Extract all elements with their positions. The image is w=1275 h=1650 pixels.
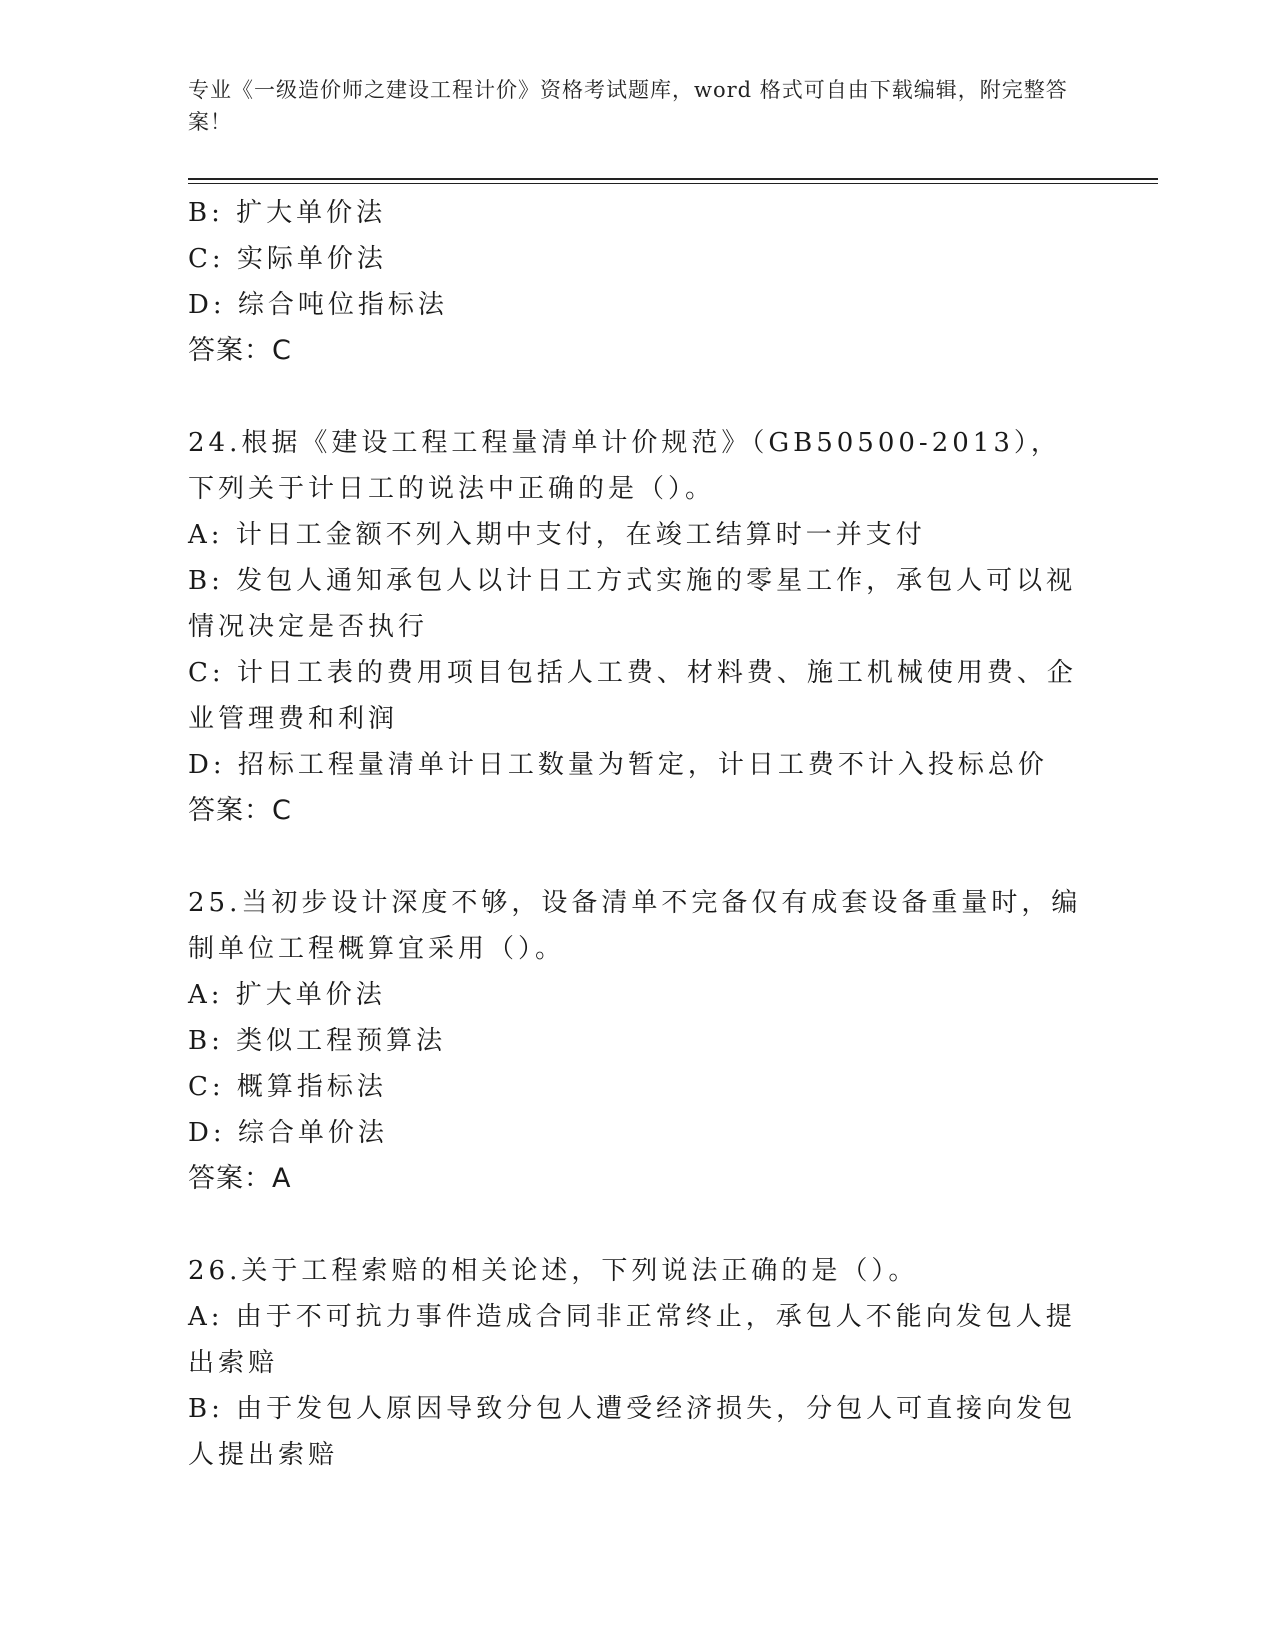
question-stem: 24.根据《建设工程工程量清单计价规范》（GB50500-2013），下列关于计日工的说法中正确的是（）。 <box>188 428 1061 504</box>
option-c: C: 概算指标法 <box>188 1072 387 1102</box>
question-spacer <box>188 374 1083 420</box>
option-a: A: 计日工金额不列入期中支付，在竣工结算时一并支付 <box>188 520 926 550</box>
answer-line: 答案：C <box>188 335 292 366</box>
question-26 <box>188 1248 1083 1478</box>
option-b: B: 类似工程预算法 <box>188 1026 447 1056</box>
document-header: 专业《一级造价师之建设工程计价》资格考试题库，word 格式可自由下载编辑，附完整答案！ <box>188 78 1068 134</box>
answer-line: 答案：C <box>188 795 292 826</box>
option-a: A: 由于不可抗力事件造成合同非正常终止，承包人不能向发包人提出索赔 <box>188 1302 1076 1378</box>
option-b: B: 发包人通知承包人以计日工方式实施的零星工作，承包人可以视情况决定是否执行 <box>188 566 1077 642</box>
header-rule-thick <box>188 178 1158 180</box>
option-c: C: 实际单价法 <box>188 244 387 274</box>
question-24 <box>188 420 1083 834</box>
question-23-tail <box>188 190 1083 374</box>
option-d: D: 招标工程量清单计日工数量为暂定，计日工费不计入投标总价 <box>188 750 1048 780</box>
question-stem: 25.当初步设计深度不够，设备清单不完备仅有成套设备重量时，编制单位工程概算宜采用（）。 <box>188 888 1082 964</box>
option-d: D: 综合单价法 <box>188 1118 388 1148</box>
question-spacer <box>188 1202 1083 1248</box>
question-stem: 26.关于工程索赔的相关论述，下列说法正确的是（）。 <box>188 1256 919 1286</box>
option-b: B: 由于发包人原因导致分包人遭受经济损失，分包人可直接向发包人提出索赔 <box>188 1394 1077 1470</box>
option-c: C: 计日工表的费用项目包括人工费、材料费、施工机械使用费、企业管理费和利润 <box>188 658 1077 734</box>
question-25 <box>188 880 1083 1202</box>
option-b: B: 扩大单价法 <box>188 198 387 228</box>
header-rule-thin <box>188 183 1158 184</box>
question-spacer <box>188 834 1083 880</box>
answer-line: 答案：A <box>188 1163 292 1194</box>
option-a: A: 扩大单价法 <box>188 980 386 1010</box>
option-d: D: 综合吨位指标法 <box>188 290 448 320</box>
question-list <box>188 190 1083 1478</box>
